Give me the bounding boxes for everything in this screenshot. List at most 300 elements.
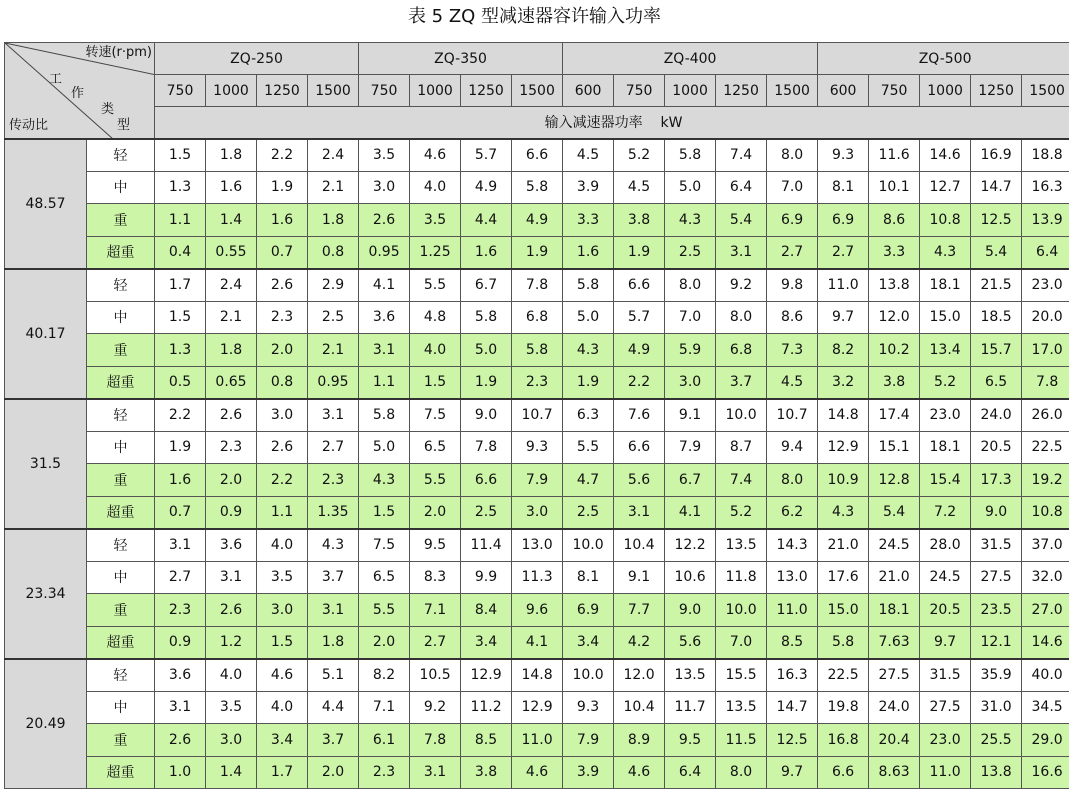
table-row: [5, 301, 1069, 334]
power-value: 10.0: [563, 659, 614, 692]
duty-category: 轻: [87, 139, 155, 172]
power-value: 3.4: [563, 626, 614, 659]
power-value: 10.5: [410, 659, 461, 692]
power-value: 8.0: [767, 139, 818, 172]
power-value: 13.0: [767, 561, 818, 594]
power-value: 5.8: [512, 334, 563, 367]
power-value: 9.8: [767, 269, 818, 302]
table-row: [5, 756, 1069, 789]
speed-header: 1000: [920, 75, 971, 107]
power-value: 11.7: [665, 691, 716, 724]
power-value: 7.8: [1022, 366, 1069, 399]
power-value: 3.1: [308, 594, 359, 627]
power-value: 6.5: [410, 431, 461, 464]
duty-category: 超重: [87, 756, 155, 789]
power-value: 5.6: [614, 464, 665, 497]
power-value: 2.7: [155, 561, 206, 594]
power-value: 19.8: [818, 691, 869, 724]
power-value: 3.0: [665, 366, 716, 399]
duty-category: 轻: [87, 529, 155, 562]
power-value: 14.6: [920, 139, 971, 172]
power-value: 13.8: [869, 269, 920, 302]
power-value: 9.1: [665, 399, 716, 432]
table-row: [5, 269, 1069, 302]
speed-header: 600: [563, 75, 614, 107]
power-value: 3.5: [257, 561, 308, 594]
power-value: 8.7: [716, 431, 767, 464]
power-value: 4.5: [563, 139, 614, 172]
power-value: 11.0: [818, 269, 869, 302]
power-value: 2.6: [257, 431, 308, 464]
ratio-cell: 48.57: [5, 139, 87, 269]
power-value: 5.8: [359, 399, 410, 432]
power-value: 10.0: [563, 529, 614, 562]
power-value: 8.0: [665, 269, 716, 302]
power-value: 1.8: [206, 334, 257, 367]
speed-header: 600: [818, 75, 869, 107]
power-value: 0.8: [308, 236, 359, 269]
power-value: 1.8: [206, 139, 257, 172]
power-value: 6.8: [716, 334, 767, 367]
power-value: 3.2: [818, 366, 869, 399]
power-value: 4.9: [512, 204, 563, 237]
power-value: 7.8: [410, 724, 461, 757]
power-value: 12.5: [767, 724, 818, 757]
power-value: 1.4: [206, 204, 257, 237]
power-value: 5.4: [971, 236, 1022, 269]
power-value: 4.7: [563, 464, 614, 497]
power-value: 10.4: [614, 529, 665, 562]
power-value: 4.8: [410, 301, 461, 334]
table-row: [5, 496, 1069, 529]
power-value: 34.5: [1022, 691, 1069, 724]
model-header: ZQ-250: [155, 43, 359, 75]
power-value: 10.8: [1022, 496, 1069, 529]
power-value: 3.0: [512, 496, 563, 529]
power-value: 5.0: [461, 334, 512, 367]
table-row: [5, 594, 1069, 627]
power-value: 1.9: [257, 171, 308, 204]
power-value: 16.9: [971, 139, 1022, 172]
power-value: 5.8: [563, 269, 614, 302]
power-value: 1.8: [308, 626, 359, 659]
power-value: 23.0: [920, 724, 971, 757]
unit-row: 输入减速器功率 kW: [155, 107, 1069, 139]
power-value: 11.0: [767, 594, 818, 627]
power-value: 5.1: [308, 659, 359, 692]
power-value: 4.6: [614, 756, 665, 789]
power-value: 1.7: [257, 756, 308, 789]
power-value: 3.7: [716, 366, 767, 399]
power-value: 18.1: [869, 594, 920, 627]
speed-header: 1000: [665, 75, 716, 107]
power-value: 28.0: [920, 529, 971, 562]
power-value: 4.6: [257, 659, 308, 692]
power-value: 5.2: [716, 496, 767, 529]
power-value: 1.5: [155, 139, 206, 172]
power-value: 16.3: [767, 659, 818, 692]
speed-header: 750: [155, 75, 206, 107]
power-value: 16.3: [1022, 171, 1069, 204]
power-value: 8.0: [716, 756, 767, 789]
power-value: 2.5: [461, 496, 512, 529]
speed-header: 750: [614, 75, 665, 107]
power-value: 18.5: [971, 301, 1022, 334]
power-value: 13.0: [512, 529, 563, 562]
power-value: 11.8: [716, 561, 767, 594]
power-value: 6.5: [971, 366, 1022, 399]
speed-header: 1250: [716, 75, 767, 107]
power-value: 14.6: [1022, 626, 1069, 659]
power-value: 3.1: [410, 756, 461, 789]
power-value: 1.3: [155, 171, 206, 204]
power-value: 3.9: [563, 171, 614, 204]
power-value: 4.6: [512, 756, 563, 789]
power-value: 2.1: [206, 301, 257, 334]
power-value: 1.5: [257, 626, 308, 659]
power-value: 1.6: [155, 464, 206, 497]
power-value: 2.6: [206, 399, 257, 432]
power-value: 9.7: [818, 301, 869, 334]
power-value: 9.5: [410, 529, 461, 562]
power-value: 8.2: [359, 659, 410, 692]
power-value: 0.65: [206, 366, 257, 399]
power-value: 5.5: [563, 431, 614, 464]
ratio-cell: 31.5: [5, 399, 87, 529]
power-value: 2.7: [410, 626, 461, 659]
power-value: 3.0: [257, 594, 308, 627]
power-value: 23.0: [1022, 269, 1069, 302]
duty-category: 中: [87, 561, 155, 594]
power-value: 10.7: [512, 399, 563, 432]
table-row: [5, 334, 1069, 367]
power-value: 12.0: [614, 659, 665, 692]
duty-category: 超重: [87, 236, 155, 269]
power-value: 11.0: [920, 756, 971, 789]
power-value: 0.55: [206, 236, 257, 269]
power-value: 15.0: [818, 594, 869, 627]
power-value: 9.0: [971, 496, 1022, 529]
power-value: 23.0: [920, 399, 971, 432]
power-value: 6.4: [716, 171, 767, 204]
power-value: 2.2: [614, 366, 665, 399]
power-value: 5.0: [665, 171, 716, 204]
speed-header: 1250: [257, 75, 308, 107]
power-value: 9.2: [410, 691, 461, 724]
power-value: 7.7: [614, 594, 665, 627]
power-value: 16.8: [818, 724, 869, 757]
power-value: 7.4: [716, 464, 767, 497]
power-value: 4.3: [818, 496, 869, 529]
power-value: 7.1: [359, 691, 410, 724]
power-value: 9.3: [563, 691, 614, 724]
duty-category: 中: [87, 171, 155, 204]
power-value: 31.0: [971, 691, 1022, 724]
duty-category: 轻: [87, 659, 155, 692]
power-value: 11.6: [869, 139, 920, 172]
power-value: 3.3: [869, 236, 920, 269]
table-row: [5, 171, 1069, 204]
power-value: 5.4: [869, 496, 920, 529]
power-value: 4.3: [665, 204, 716, 237]
corner-work-label-1: 工: [49, 72, 63, 87]
power-value: 14.8: [818, 399, 869, 432]
power-value: 2.2: [257, 139, 308, 172]
power-value: 17.6: [818, 561, 869, 594]
power-value: 27.0: [1022, 594, 1069, 627]
power-value: 2.0: [257, 334, 308, 367]
power-value: 6.5: [359, 561, 410, 594]
duty-category: 重: [87, 334, 155, 367]
power-value: 12.9: [818, 431, 869, 464]
speed-header: 1500: [308, 75, 359, 107]
power-value: 2.6: [257, 269, 308, 302]
power-value: 11.2: [461, 691, 512, 724]
power-value: 3.5: [206, 691, 257, 724]
table-row: [5, 366, 1069, 399]
table-row: [5, 399, 1069, 432]
power-value: 5.8: [665, 139, 716, 172]
power-value: 13.9: [1022, 204, 1069, 237]
power-value: 3.0: [257, 399, 308, 432]
power-value: 1.8: [308, 204, 359, 237]
power-value: 22.5: [1022, 431, 1069, 464]
power-value: 2.7: [767, 236, 818, 269]
power-value: 5.8: [461, 301, 512, 334]
power-value: 1.2: [206, 626, 257, 659]
power-value: 1.6: [206, 171, 257, 204]
power-value: 3.8: [461, 756, 512, 789]
power-value: 1.25: [410, 236, 461, 269]
power-value: 23.5: [971, 594, 1022, 627]
power-value: 3.7: [308, 561, 359, 594]
power-value: 2.2: [257, 464, 308, 497]
power-value: 3.5: [410, 204, 461, 237]
power-value: 7.9: [563, 724, 614, 757]
power-value: 9.9: [461, 561, 512, 594]
power-value: 16.6: [1022, 756, 1069, 789]
power-value: 1.9: [512, 236, 563, 269]
power-value: 6.7: [665, 464, 716, 497]
power-value: 3.7: [308, 724, 359, 757]
power-value: 7.3: [767, 334, 818, 367]
power-value: 7.6: [614, 399, 665, 432]
power-value: 2.5: [563, 496, 614, 529]
power-value: 4.2: [614, 626, 665, 659]
power-value: 13.8: [971, 756, 1022, 789]
speed-header: 1500: [1022, 75, 1069, 107]
power-value: 0.9: [155, 626, 206, 659]
power-value: 7.2: [920, 496, 971, 529]
power-value: 11.4: [461, 529, 512, 562]
power-value: 4.9: [461, 171, 512, 204]
duty-category: 超重: [87, 626, 155, 659]
power-value: 6.6: [818, 756, 869, 789]
power-value: 2.1: [308, 334, 359, 367]
power-value: 11.5: [716, 724, 767, 757]
power-value: 40.0: [1022, 659, 1069, 692]
power-value: 3.1: [155, 691, 206, 724]
power-value: 9.0: [461, 399, 512, 432]
power-value: 3.6: [206, 529, 257, 562]
power-value: 21.5: [971, 269, 1022, 302]
power-value: 12.9: [512, 691, 563, 724]
power-value: 10.0: [716, 399, 767, 432]
power-value: 7.0: [716, 626, 767, 659]
power-value: 7.9: [512, 464, 563, 497]
power-value: 8.6: [869, 204, 920, 237]
power-value: 27.5: [971, 561, 1022, 594]
power-value: 11.0: [512, 724, 563, 757]
power-value: 31.5: [920, 659, 971, 692]
corner-work-label-2: 作: [71, 86, 85, 101]
power-value: 9.0: [665, 594, 716, 627]
power-value: 3.3: [563, 204, 614, 237]
speed-header: 750: [869, 75, 920, 107]
power-value: 18.8: [1022, 139, 1069, 172]
power-value: 22.5: [818, 659, 869, 692]
power-value: 5.8: [512, 171, 563, 204]
power-value: 1.9: [563, 366, 614, 399]
power-value: 25.5: [971, 724, 1022, 757]
power-value: 6.4: [1022, 236, 1069, 269]
power-value: 2.4: [206, 269, 257, 302]
power-value: 1.1: [155, 204, 206, 237]
power-value: 9.3: [818, 139, 869, 172]
power-value: 3.9: [563, 756, 614, 789]
power-value: 29.0: [1022, 724, 1069, 757]
power-value: 8.63: [869, 756, 920, 789]
power-value: 3.6: [155, 659, 206, 692]
power-value: 5.2: [614, 139, 665, 172]
power-value: 18.1: [920, 269, 971, 302]
power-value: 6.8: [512, 301, 563, 334]
power-value: 4.6: [410, 139, 461, 172]
power-value: 1.6: [257, 204, 308, 237]
table-row: [5, 659, 1069, 692]
power-value: 7.63: [869, 626, 920, 659]
model-header: ZQ-500: [818, 43, 1069, 75]
power-value: 8.4: [461, 594, 512, 627]
power-value: 13.4: [920, 334, 971, 367]
table-row: [5, 626, 1069, 659]
power-value: 5.7: [614, 301, 665, 334]
power-value: 4.1: [512, 626, 563, 659]
power-value: 6.4: [665, 756, 716, 789]
power-value: 3.0: [359, 171, 410, 204]
power-value: 17.4: [869, 399, 920, 432]
table-row: [5, 431, 1069, 464]
power-value: 20.4: [869, 724, 920, 757]
power-value: 1.9: [461, 366, 512, 399]
power-value: 3.1: [359, 334, 410, 367]
power-value: 3.5: [359, 139, 410, 172]
power-value: 26.0: [1022, 399, 1069, 432]
power-value: 27.5: [869, 659, 920, 692]
power-value: 8.0: [767, 464, 818, 497]
power-value: 7.0: [665, 301, 716, 334]
duty-category: 超重: [87, 366, 155, 399]
power-value: 2.3: [512, 366, 563, 399]
power-value: 6.6: [461, 464, 512, 497]
power-value: 1.5: [359, 496, 410, 529]
power-value: 4.3: [359, 464, 410, 497]
power-value: 4.0: [410, 334, 461, 367]
power-value: 5.0: [359, 431, 410, 464]
table-row: [5, 529, 1069, 562]
power-value: 7.9: [665, 431, 716, 464]
power-value: 8.5: [461, 724, 512, 757]
speed-header: 750: [359, 75, 410, 107]
power-value: 5.7: [461, 139, 512, 172]
power-value: 4.3: [308, 529, 359, 562]
power-value: 8.5: [767, 626, 818, 659]
power-value: 9.3: [512, 431, 563, 464]
power-value: 9.7: [920, 626, 971, 659]
power-value: 1.0: [155, 756, 206, 789]
power-value: 13.5: [665, 659, 716, 692]
power-value: 2.0: [308, 756, 359, 789]
power-value: 8.1: [563, 561, 614, 594]
power-value: 14.3: [767, 529, 818, 562]
table-row: [5, 561, 1069, 594]
power-value: 0.9: [206, 496, 257, 529]
power-value: 6.9: [563, 594, 614, 627]
power-value: 5.5: [359, 594, 410, 627]
power-value: 2.6: [155, 724, 206, 757]
power-value: 1.5: [410, 366, 461, 399]
power-value: 1.9: [614, 236, 665, 269]
power-value: 24.0: [971, 399, 1022, 432]
power-value: 15.1: [869, 431, 920, 464]
duty-category: 轻: [87, 399, 155, 432]
power-value: 13.5: [716, 691, 767, 724]
power-value: 17.0: [1022, 334, 1069, 367]
power-value: 6.9: [818, 204, 869, 237]
power-value: 8.9: [614, 724, 665, 757]
duty-category: 中: [87, 691, 155, 724]
power-value: 7.1: [410, 594, 461, 627]
power-value: 12.1: [971, 626, 1022, 659]
duty-category: 中: [87, 431, 155, 464]
power-value: 6.9: [767, 204, 818, 237]
power-value: 6.7: [461, 269, 512, 302]
table-title: 表 5 ZQ 型减速器容许输入功率: [407, 6, 662, 27]
duty-category: 超重: [87, 496, 155, 529]
power-value: 2.0: [206, 464, 257, 497]
power-value: 0.4: [155, 236, 206, 269]
corner-type-label-1: 类: [101, 102, 115, 117]
power-value: 4.5: [614, 171, 665, 204]
power-value: 12.0: [869, 301, 920, 334]
power-value: 2.7: [818, 236, 869, 269]
ratio-cell: 20.49: [5, 659, 87, 789]
speed-header: 1000: [410, 75, 461, 107]
power-value: 9.1: [614, 561, 665, 594]
power-value: 14.7: [767, 691, 818, 724]
power-value: 4.3: [563, 334, 614, 367]
power-value: 2.0: [410, 496, 461, 529]
table-row: [5, 724, 1069, 757]
power-value: 6.6: [614, 269, 665, 302]
power-value: 1.5: [155, 301, 206, 334]
power-value: 10.7: [767, 399, 818, 432]
power-value: 14.7: [971, 171, 1022, 204]
table-row: [5, 139, 1069, 172]
power-value: 1.9: [155, 431, 206, 464]
power-value: 19.2: [1022, 464, 1069, 497]
power-value: 2.1: [308, 171, 359, 204]
